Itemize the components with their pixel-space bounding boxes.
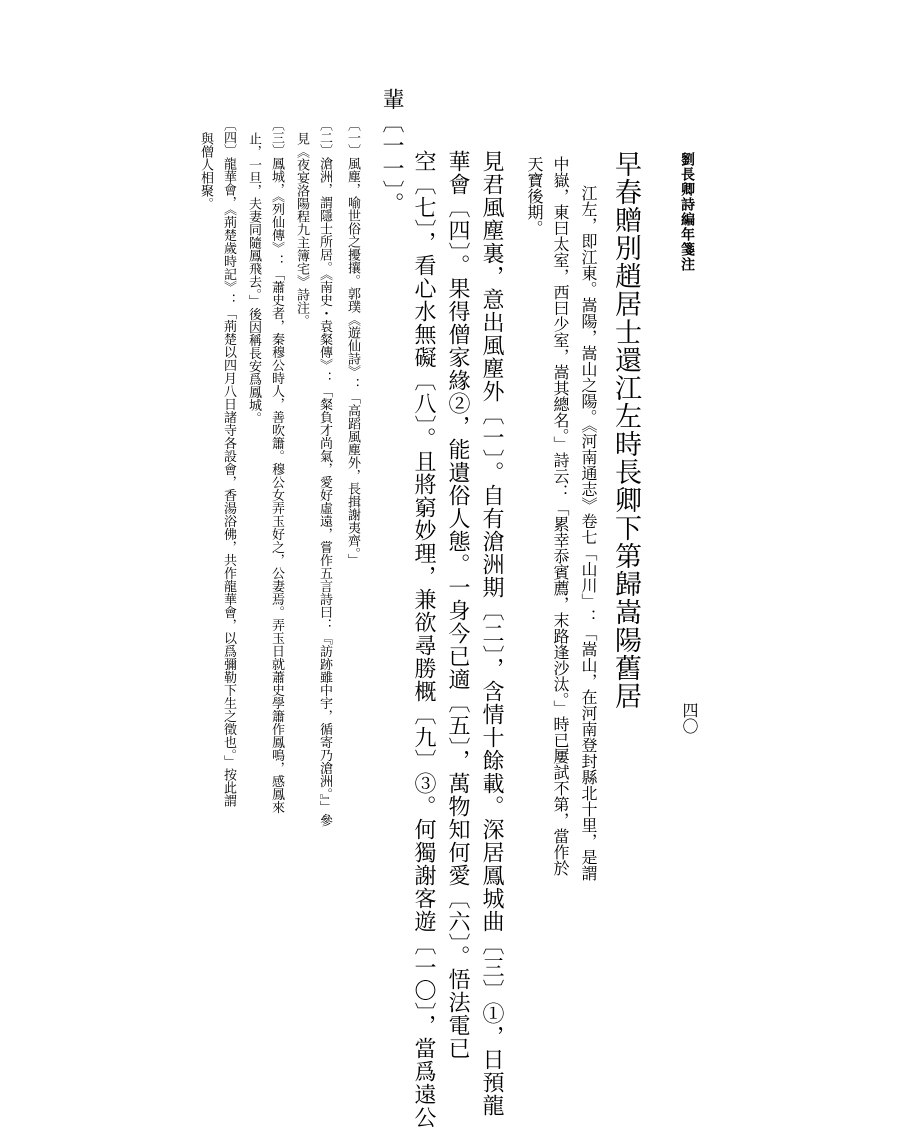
page-number: 四〇: [680, 702, 699, 734]
poem-title: 早春贈別趙居士還江左時長卿下第歸嵩陽舊居: [610, 150, 641, 710]
running-title: 劉長卿詩編年箋注: [679, 152, 695, 272]
intro-line-2: 中嶽，東曰太室，西曰少室，嵩其總名。」詩云：「累幸忝賓薦，末路逢沙汰。」時已屢試不第，當作於: [551, 156, 570, 876]
note-4: 〔四〕龍華會，《荊楚歲時記》：「荊楚以四月八日諸寺各設會，香湯浴佛，共作龍華會，以爲彌勒下生之徵也。」按此謂: [221, 118, 236, 807]
note-3: 〔三〕鳳城，《列仙傳》：「蕭史者，秦穆公時人，善吹簫。穆公女弄玉好之，公妻焉。弄玉日就蕭史學簫作鳳鳴，感鳳來: [269, 118, 284, 814]
note-2-continued: 見《夜宴洛陽程九主簿宅》詩注。: [294, 132, 309, 327]
poem-line-3: 空〔七〕，看心水無礙〔八〕。且將窮妙理，兼欲尋勝概〔九〕③。何獨謝客遊〔一〇〕，當爲遠公: [411, 150, 436, 1129]
intro-line-1: 江左，即江東。嵩陽，嵩山之陽。《河南通志》卷七「山川」：「嵩山，在河南登封縣北十里，是謂: [579, 185, 598, 881]
note-4-continued: 與僧人相聚。: [198, 132, 213, 210]
intro-line-3: 天寶後期。: [525, 156, 544, 236]
note-2: 〔二〕滄洲，謂隱士所居。《南史・袁粲傳》：「粲負才尚氣，愛好虛遠，嘗作五言詩曰：『訪跡雖中宇，循寄乃滄洲。』」參: [317, 118, 332, 827]
poem-line-2: 華會〔四〕。果得僧家緣②，能遺俗人態。一身今已適〔五〕，萬物知何愛〔六〕。悟法電已: [445, 150, 470, 1060]
poem-line-4: 輩〔一一〕。: [379, 88, 404, 215]
note-1: 〔一〕風塵，喻世俗之擾攘。郭璞《遊仙詩》：「高蹈風塵外，長揖謝夷齊。」: [345, 118, 360, 567]
note-3-continued: 止，一旦，夫妻同隨鳳飛去。」後因稱長安爲鳳城。: [246, 132, 261, 425]
poem-line-1: 見君風塵裏，意出風塵外〔一〕。自有滄洲期〔二〕，含情十餘載。深居鳳城曲〔三〕①，日預龍: [479, 150, 504, 1117]
